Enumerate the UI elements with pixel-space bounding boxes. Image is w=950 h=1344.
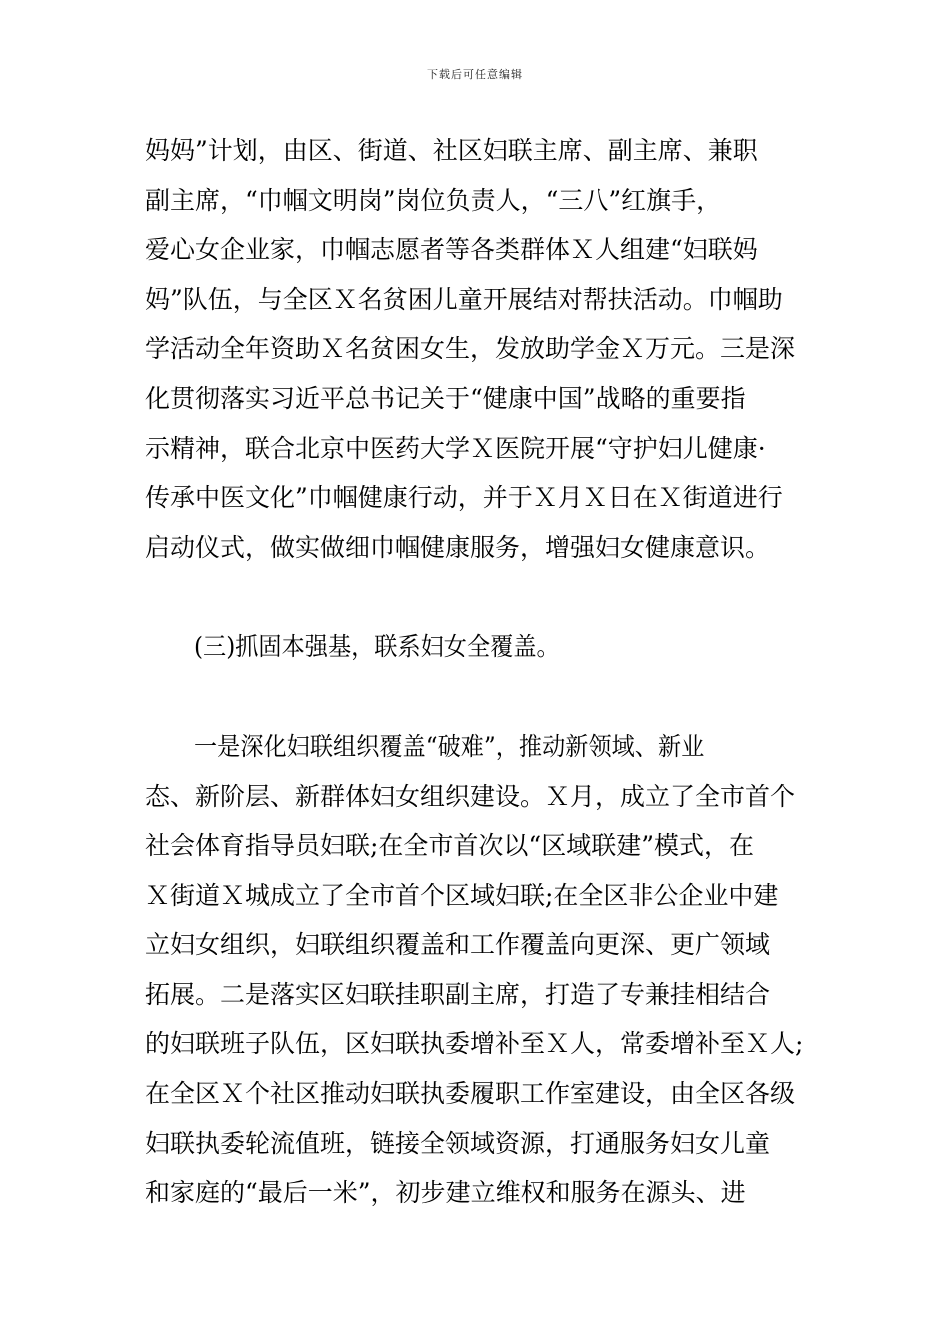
text-line: 启动仪式，做实做细巾帼健康服务，增强妇女健康意识。 [145, 533, 771, 562]
text-line: 化贯彻落实习近平总书记关于“健康中国”战略的重要指 [145, 384, 746, 413]
text-line: 拓展。二是落实区妇联挂职副主席，打造了专兼挂相结合 [145, 980, 771, 1009]
text-line: 在全区Ｘ个社区推动妇联执委履职工作室建设，由全区各级 [145, 1079, 796, 1108]
text-line: 学活动全年资助Ｘ名贫困女生，发放助学金Ｘ万元。三是深 [145, 334, 796, 363]
text-line: 妈”队伍，与全区Ｘ名贫困儿童开展结对帮扶活动。巾帼助 [145, 285, 783, 314]
text-line: 示精神，联合北京中医药大学Ｘ医院开展“守护妇儿健康· [145, 434, 766, 463]
page-header: 下载后可任意编辑 [427, 68, 523, 81]
text-line: 传承中医文化”巾帼健康行动，并于Ｘ月Ｘ日在Ｘ街道进行 [145, 483, 783, 512]
text-line: 爱心女企业家，巾帼志愿者等各类群体Ｘ人组建“妇联妈 [145, 235, 758, 264]
text-line: 社会体育指导员妇联;在全市首次以“区域联建”模式，在 [145, 831, 754, 860]
text-line: Ｘ街道Ｘ城成立了全市首个区域妇联;在全区非公企业中建 [145, 881, 779, 910]
text-line: 妇联执委轮流值班，链接全领域资源，打通服务妇女儿童 [145, 1129, 771, 1158]
text-line: 副主席，“巾帼文明岗”岗位负责人，“三八”红旗手， [145, 186, 722, 215]
text-line: 立妇女组织，妇联组织覆盖和工作覆盖向更深、更广领域 [145, 930, 771, 959]
text-line: 一是深化妇联组织覆盖“破难”，推动新领域、新业 [194, 732, 705, 761]
text-line: 态、新阶层、新群体妇女组织建设。Ｘ月，成立了全市首个 [145, 782, 796, 811]
text-line: 和家庭的“最后一米”，初步建立维权和服务在源头、进 [145, 1178, 746, 1207]
text-line: 妈妈”计划，由区、街道、社区妇联主席、副主席、兼职 [145, 136, 758, 165]
text-line: 的妇联班子队伍，区妇联执委增补至Ｘ人，常委增补至Ｘ人; [145, 1029, 804, 1058]
section-heading-text: (三)抓固本强基，联系妇女全覆盖。 [194, 632, 560, 661]
